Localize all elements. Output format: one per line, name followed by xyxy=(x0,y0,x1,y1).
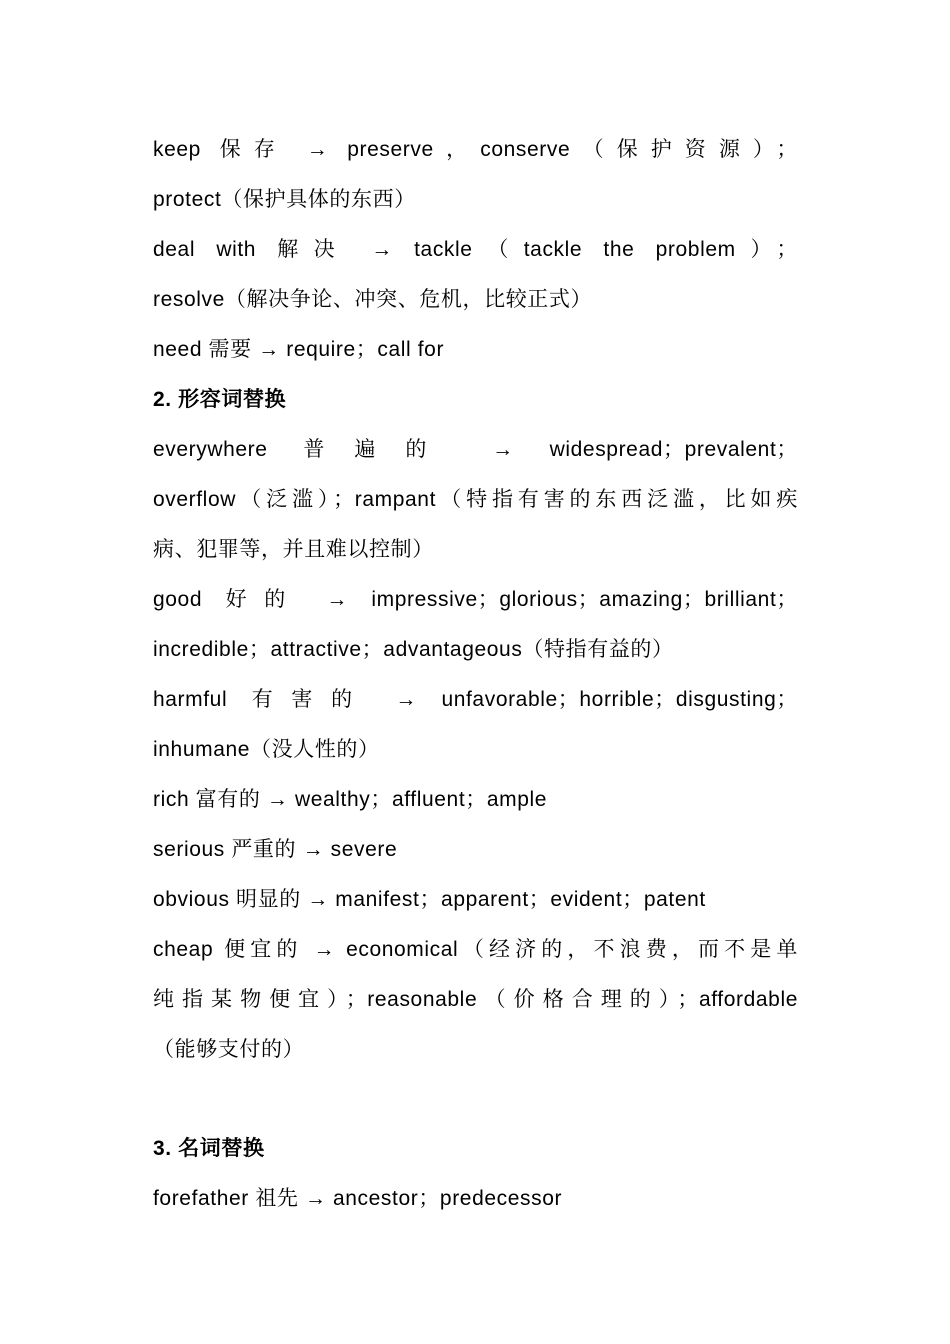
text-line: everywhere 普遍的 → widespread；prevalent； xyxy=(153,438,798,461)
section-heading-nouns: 3. 名词替换 xyxy=(153,1137,265,1160)
text-line: harmful 有害的 → unfavorable；horrible；disgusting； xyxy=(153,688,798,711)
text-line: obvious 明显的 → manifest；apparent；evident；patent xyxy=(153,888,706,911)
text-line: protect（保护具体的东西） xyxy=(153,188,416,211)
text-line: keep 保存 → preserve，conserve（保护资源）； xyxy=(153,138,798,161)
text-line: deal with 解决 → tackle（tackle the problem）； xyxy=(153,238,798,261)
text-line: resolve（解决争论、冲突、危机，比较正式） xyxy=(153,288,593,311)
text-line: good 好的 → impressive；glorious；amazing；brilliant； xyxy=(153,588,798,611)
text-line: inhumane（没人性的） xyxy=(153,738,380,761)
text-line: incredible；attractive；advantageous（特指有益的） xyxy=(153,638,674,661)
text-line: （能够支付的） xyxy=(153,1038,305,1061)
text-line: rich 富有的 → wealthy；affluent；ample xyxy=(153,788,548,811)
text-line: forefather 祖先 → ancestor；predecessor xyxy=(153,1187,563,1210)
document-page xyxy=(153,125,798,1224)
text-line: need 需要 → require；call for xyxy=(153,338,445,361)
text-line: 病、犯罪等，并且难以控制） xyxy=(153,538,434,561)
text-line: serious 严重的 → severe xyxy=(153,838,398,861)
section-spacer xyxy=(153,1075,798,1124)
text-line: overflow（泛滥）；rampant（特指有害的东西泛滥，比如疾 xyxy=(153,488,798,511)
text-line: cheap 便宜的 → economical（经济的，不浪费，而不是单 xyxy=(153,938,798,961)
text-line: 纯指某物便宜）；reasonable（价格合理的）；affordable xyxy=(153,988,798,1011)
section-heading-adjectives: 2. 形容词替换 xyxy=(153,388,287,411)
